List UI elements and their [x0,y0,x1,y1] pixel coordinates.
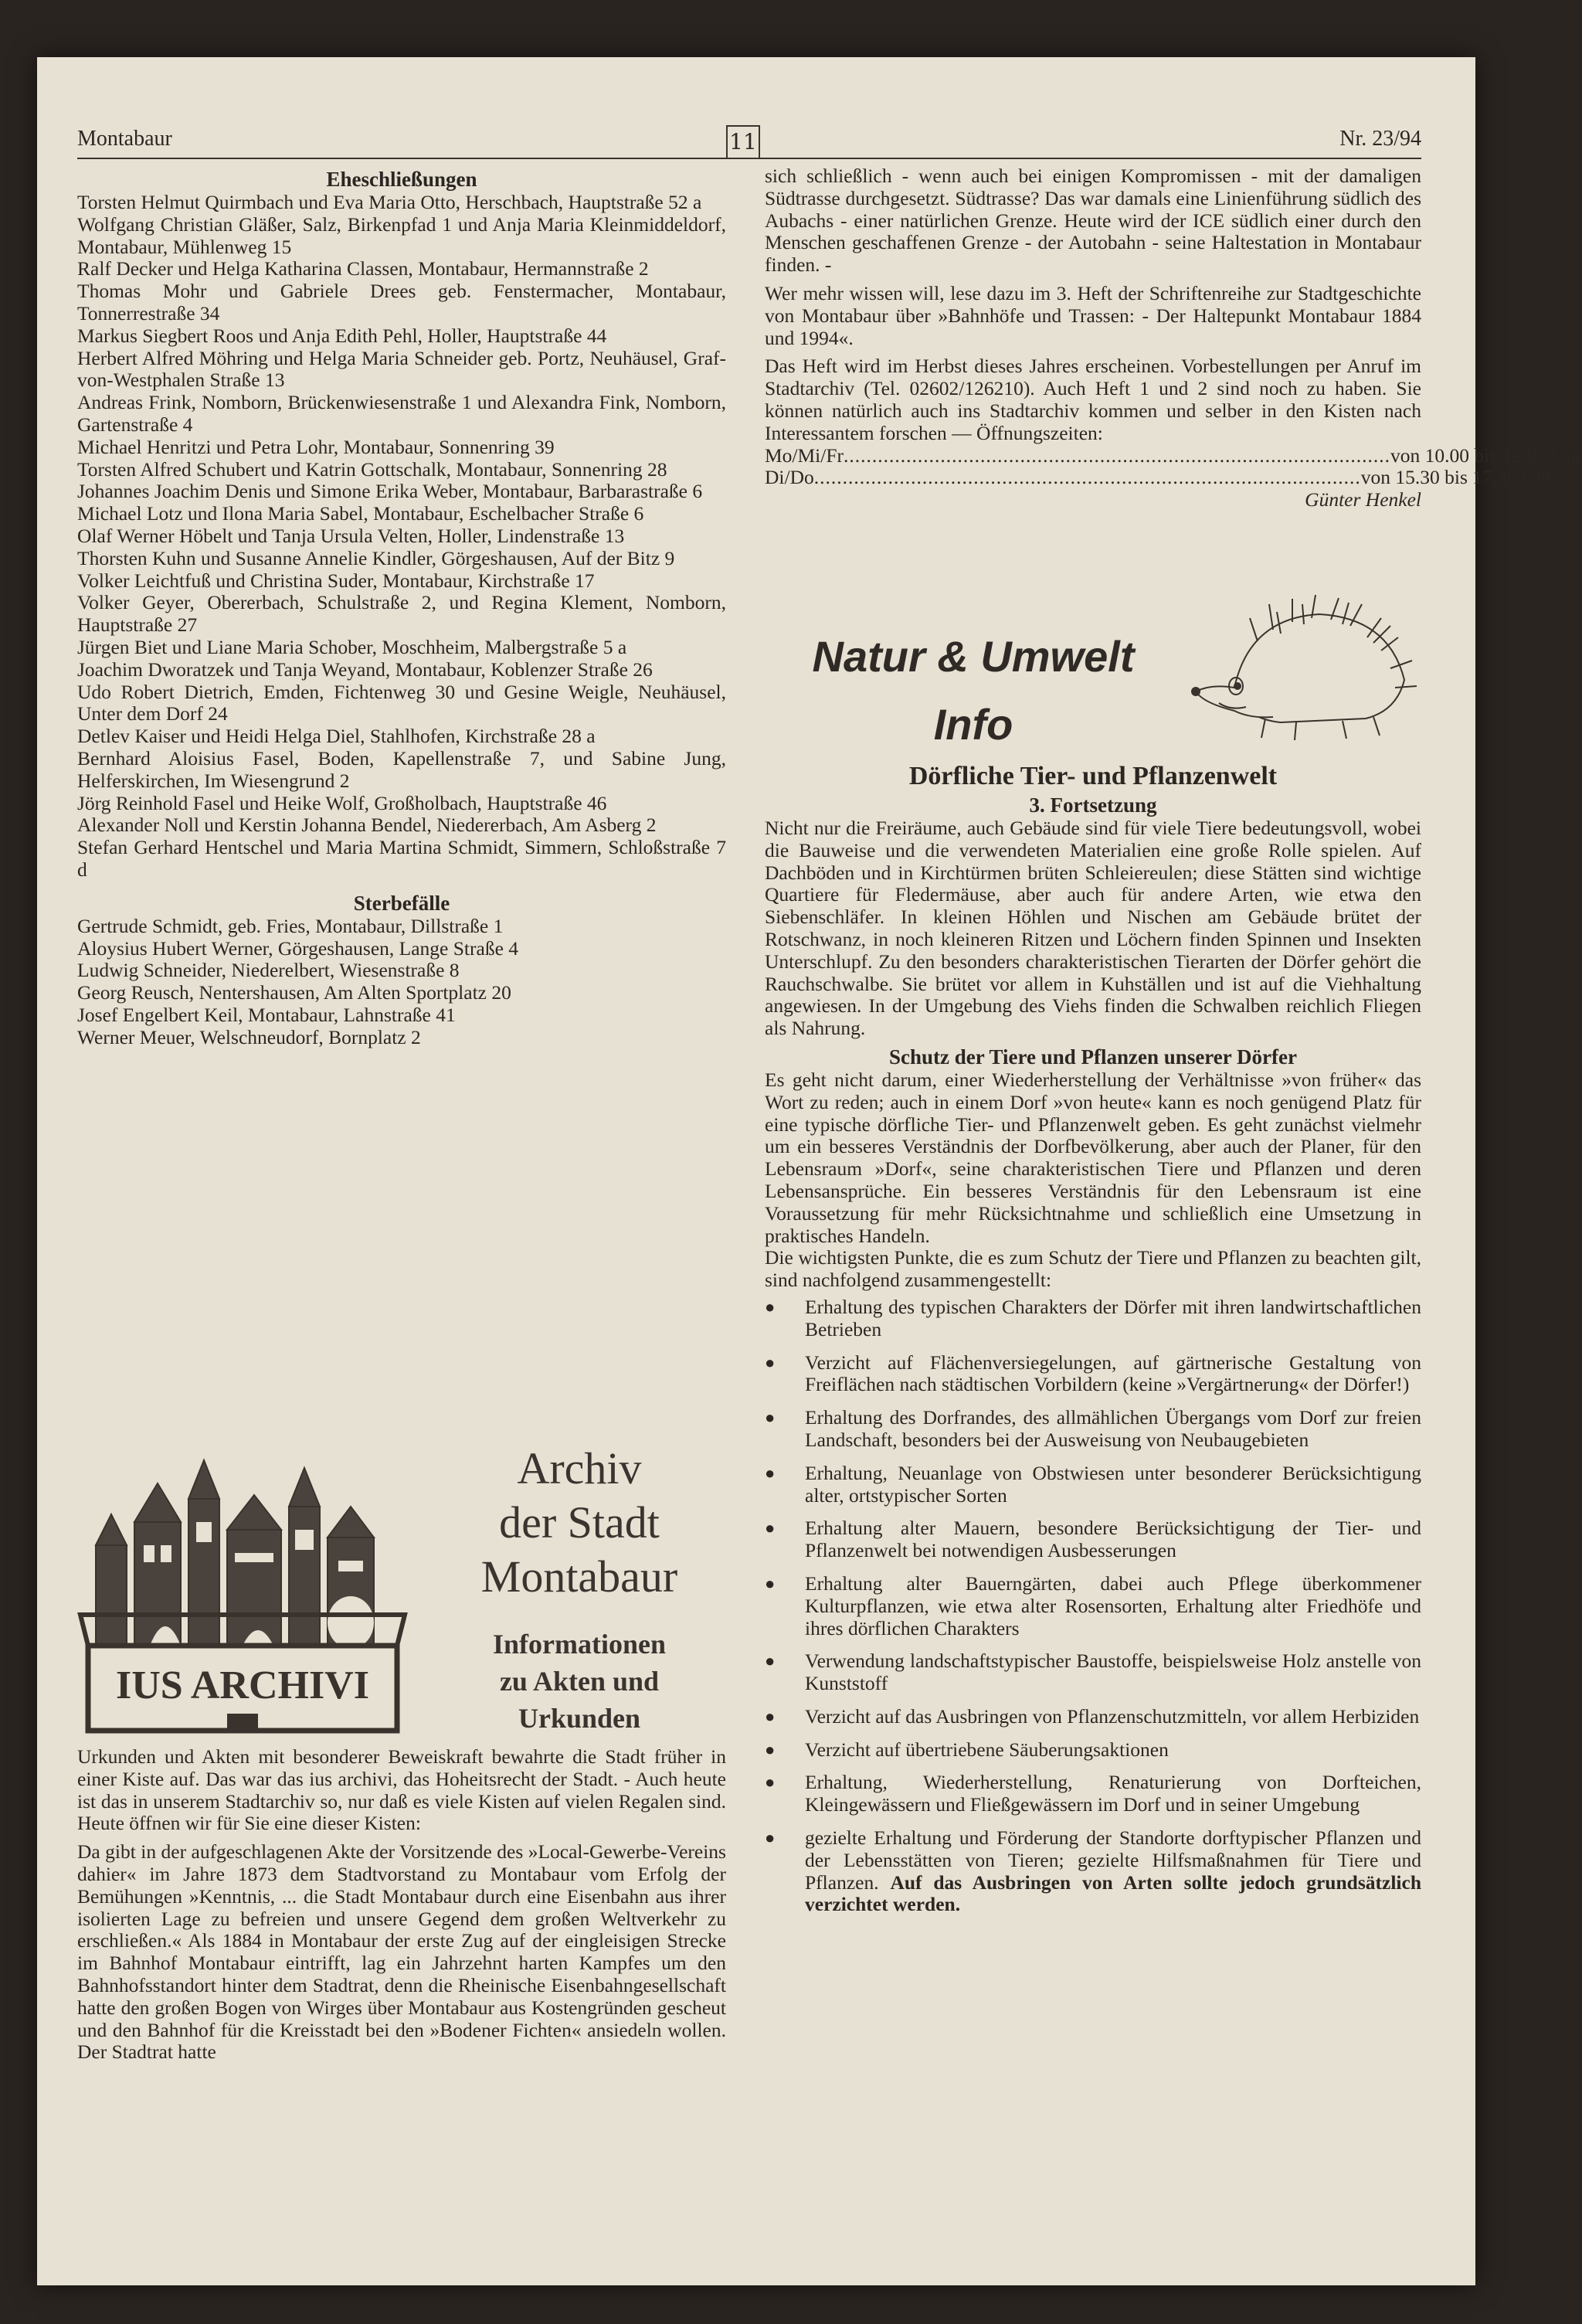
list-item-text: gezielte Erhaltung und Förderung der Standorte dorftypischer Pflanzen und der Lebensstätten von Tieren; gezielte Hilfsmaßnahmen für Tiere und Pflanzen. [805,1826,1421,1894]
marriage-entry: Torsten Alfred Schubert und Katrin Gottschalk, Montabaur, Sonnenring 28 [77,457,667,481]
archiv-subtitle-line: zu Akten und [499,1666,660,1697]
archiv-title-line: Montabaur [480,1551,678,1602]
marriage-entry: Jörg Reinhold Fasel und Heike Wolf, Großholbach, Hauptstraße 46 [77,791,607,814]
hours-days: Di/Do [765,466,814,489]
issue-number: Nr. 23/94 [1339,127,1421,151]
archiv-continuation [765,165,1582,511]
header-rule [77,158,1421,159]
deaths-list [77,916,726,1049]
death-entry: Ludwig Schneider, Niederelbert, Wiesenstraße 8 [77,959,460,982]
list-item: ● Verzicht auf übertriebene Säuberungsaktionen [765,1739,1421,1762]
article-subheading: 3. Fortsetzung [1029,793,1157,817]
article-paragraph: Nicht nur die Freiräume, auch Gebäude sind für viele Tiere bedeutungsvoll, wobei die Bauweise und die verwendeten Materialien eine große Rolle spielen. Auf Dachböden und in Kirchtürmen brüten Schleiereulen; diese Stätten sind wichtige Quartiere für Fledermäuse, aber auch für andere Arten, wie etwa den Siebenschläfer. In kleinen Höhlen und Nischen am Gebäude brütet der Rotschwanz, in noch kleineren Ritzen und Löchern finden Spinnen und Insekten Unterschlupf. Zu den besonders charakteristischen Tierarten der Dörfer gehört die Rauchschwalbe. Sie brütet vor allem in Kuhställen und ist auf die Viehhaltung angewiesen. In der Umgebung des Viehs finden die Schwalben reichlich Fliegen als Nahrung. [765,817,1421,1040]
opening-hours-row [765,466,1553,489]
marriage-entry: Michael Lotz und Ilona Maria Sabel, Montabaur, Eschelbacher Straße 6 [77,502,644,525]
author-signature: Günter Henkel [1305,488,1421,511]
hedgehog-icon [1188,595,1420,749]
list-item: ● Verwendung landschaftstypischer Baustoffe, beispielsweise Holz anstelle von Kunststoff [765,1650,1421,1695]
natur-umwelt-title [796,623,1151,759]
natur-article [765,760,1421,1927]
list-item: ● Verzicht auf das Ausbringen von Pflanzenschutzmitteln, vor allem Herbiziden [765,1706,1421,1728]
article-heading: Dörfliche Tier- und Pflanzenwelt [908,762,1278,790]
hours-time: von 15.30 bis 17.30 Uhr [1360,466,1553,489]
list-item: ● Erhaltung des Dorfrandes, des allmählichen Übergangs vom Dorf zur freien Landschaft, besonders bei der Ausweisung von Neubaugebieten [765,1407,1421,1452]
marriage-entry: Thorsten Kuhn und Susanne Annelie Kindler, Görgeshausen, Auf der Bitz 9 [77,546,675,569]
protection-paragraph: Die wichtigsten Punkte, die es zum Schutz der Tiere und Pflanzen zu beachten gilt, sind nachfolgend zusammengestellt: [765,1246,1421,1292]
list-item: ● Erhaltung, Wiederherstellung, Renaturierung von Dorfteichen, Kleingewässern und Fließgewässern im Dorf und in seiner Umgebung [765,1772,1421,1816]
death-entry: Werner Meuer, Welschneudorf, Bornplatz 2 [77,1025,421,1048]
death-entry: Georg Reusch, Nentershausen, Am Alten Sportplatz 20 [77,981,511,1004]
marriages-list [77,192,726,882]
marriage-entry: Markus Siegbert Roos und Anja Edith Pehl, Holler, Hauptstraße 44 [77,324,607,347]
death-entry: Josef Engelbert Keil, Montabaur, Lahnstraße 41 [77,1003,456,1026]
protection-list [765,1296,1421,1816]
continuation-paragraph: Das Heft wird im Herbst dieses Jahres erscheinen. Vorbestellungen per Anruf im Stadtarchiv (Tel. 02602/126210). Auch Heft 1 und 2 sind noch zu haben. Sie können natürlich auch ins Stadtarchiv kommen und selber in den Kisten nach Interessantem forschen — Öffnungszeiten: [765,355,1421,444]
archiv-title-line: Archiv [517,1443,642,1493]
list-item: ● Erhaltung alter Bauerngärten, dabei auch Pflege überkommener Kulturpflanzen, wie etwa alter Rosensorten, Erhaltung alter Friedhöfe und ihres dörflichen Charakters [765,1573,1421,1639]
archiv-subtitle-line: Informationen [493,1629,666,1660]
continuation-paragraph: Wer mehr wissen will, lese dazu im 3. Heft der Schriftenreihe zur Stadtgeschichte von Montabaur über »Bahnhöfe und Trassen: - Der Haltepunkt Montabaur 1884 und 1994«. [765,281,1421,349]
marriage-entry: Udo Robert Dietrich, Emden, Fichtenweg 30 und Gesine Weigle, Neuhäusel, Unter dem Dorf 24 [77,680,726,725]
header-town: Montabaur [77,127,172,151]
list-item: ● Erhaltung, Neuanlage von Obstwiesen unter besonderer Berücksichtigung alter, ortstypischer Sorten [765,1463,1421,1507]
archiv-title [433,1442,726,1604]
protection-list-last [765,1827,1421,1916]
natur-title-line: Info [933,700,1013,749]
marriage-entry: Alexander Noll und Kerstin Johanna Bendel, Niedererbach, Am Asberg 2 [77,814,657,837]
archiv-subtitle-line: Urkunden [518,1703,641,1734]
list-item [765,1827,1421,1916]
marriage-entry: Volker Leichtfuß und Christina Suder, Montabaur, Kirchstraße 17 [77,569,595,592]
death-entry: Aloysius Hubert Werner, Görgeshausen, Lange Straße 4 [77,936,519,960]
logo-text: IUS ARCHIVI [116,1663,369,1707]
hours-time: von 10.00 bis 12.00 Uhr [1390,443,1582,467]
hours-dots: ................................................................................................ [844,443,1391,467]
marriage-entry: Olaf Werner Höbelt und Tanja Ursula Velten, Holler, Lindenstraße 13 [77,524,625,547]
list-item: ● Verzicht auf Flächenversiegelungen, auf gärtnerische Gestaltung von Freiflächen nach städtischen Vorbildern (keine »Vergärtnerung« der Dörfer!) [765,1352,1421,1397]
protection-paragraph: Es geht nicht darum, einer Wiederherstellung der Verhältnisse »von früher« das Wort zu reden; auch in einem Dorf »von heute« kann es noch genügend Platz für eine typische dörfliche Tier- und Pflanzenwelt geben. Es geht zunächst vielmehr um ein besseres Verständnis der Dorfbevölkerung, aber auch der Planer, für den Lebensraum »Dorf«, seine charakteristischen Tiere und Pflanzen und deren Lebensansprüche. Ein besseres Verständnis für den Lebensraum ist eine Voraussetzung für mehr Rücksichtnahme und schließlich eine Umsetzung in praktisches Handeln. [765,1068,1421,1247]
list-item-bold-text: Auf das Ausbringen von Arten sollte jedoch grundsätzlich verzichtet werden. [805,1870,1421,1916]
civil-register-column [77,167,726,1048]
ius-archivi-logo [80,1452,405,1738]
marriage-entry: Johannes Joachim Denis und Simone Erika Weber, Montabaur, Barbarastraße 6 [77,480,703,503]
continuation-paragraph: sich schließlich - wenn auch bei einigen Kompromissen - mit der damaligen Südtrasse durchgesetzt. Südtrasse? Das war damals eine Linienführung südlich des Aubachs - einer natürlichen Grenze. Heute wird der ICE südlich einer durch den Menschen geschaffenen Grenze - der Autobahn - seine Haltestation in Montabaur finden. - [765,165,1421,277]
marriage-entry: Andreas Frink, Nomborn, Brückenwiesenstraße 1 und Alexandra Fink, Nomborn, Gartenstraße 4 [77,391,726,436]
archiv-paragraph: Da gibt in der aufgeschlagenen Akte der Vorsitzende des »Local-Gewerbe-Vereins dahier« im Jahre 1873 dem Stadtvorstand zu Montabaur vom Erfolg der Bemühungen »Kenntnis, ... die Stadt Montabaur durch eine Eisenbahn aus ihrer isolierten Lage zu befreien und unsere Gegend dem großen Weltverkehr zu erschließen.« Als 1884 in Montabaur der erste Zug auf der eingleisigen Strecke im Bahnhof Montabaur eintrifft, lag ein Jahrzehnt harten Kampfes um den Bahnhofsstandort hinter dem Stadtrat, denn die Rheinische Eisenbahngesellschaft hatte den großen Bogen von Wirges über Montabaur aus Kostengründen gescheut und den Bahnhof für die Kreisstadt bei den »Bodener Fichten« ansiedeln wollen. Der Stadtrat hatte [77,1840,726,2064]
marriage-entry: Torsten Helmut Quirmbach und Eva Maria Otto, Herschbach, Hauptstraße 52 a [77,191,702,213]
archiv-title-line: der Stadt [499,1497,660,1548]
archiv-article [77,1746,726,2064]
marriage-entry: Jürgen Biet und Liane Maria Schober, Moschheim, Malbergstraße 5 a [77,635,627,658]
marriage-entry: Herbert Alfred Möhring und Helga Maria Schneider geb. Portz, Neuhäusel, Graf-von-Westphalen Straße 13 [77,346,726,392]
marriages-heading: Eheschließungen [326,168,477,191]
archiv-subtitle [433,1626,726,1737]
opening-hours-row [765,443,1582,467]
protection-heading: Schutz der Tiere und Pflanzen unserer Dörfer [889,1045,1297,1069]
marriage-entry: Michael Henritzi und Petra Lohr, Montabaur, Sonnenring 39 [77,435,555,458]
list-item: ● Erhaltung alter Mauern, besondere Berücksichtigung der Tier- und Pflanzenwelt bei notwendigen Ausbesserungen [765,1517,1421,1562]
hours-days: Mo/Mi/Fr [765,443,844,467]
hours-dots: ................................................................................................ [813,466,1361,489]
deaths-heading: Sterbefälle [353,891,450,915]
archiv-paragraph: Urkunden und Akten mit besonderer Beweiskraft bewahrte die Stadt früher in einer Kiste auf. Das war das ius archivi, das Hoheitsrecht der Stadt. - Auch heute ist das in unserem Stadtarchiv so, nur daß es viele Kisten auf vielen Regalen sind. Heute öffnen wir für Sie eine dieser Kisten: [77,1745,726,1835]
marriage-entry: Ralf Decker und Helga Katharina Classen, Montabaur, Hermannstraße 2 [77,257,649,280]
marriage-entry: Wolfgang Christian Gläßer, Salz, Birkenpfad 1 und Anja Maria Kleinmiddeldorf, Montabaur, Mühlenweg 15 [77,212,726,258]
marriage-entry: Stefan Gerhard Hentschel und Maria Martina Schmidt, Simmern, Schloßstraße 7 d [77,836,726,881]
page-number: 11 [726,125,760,159]
list-item: ● Erhaltung des typischen Charakters der Dörfer mit ihren landwirtschaftlichen Betrieben [765,1296,1421,1341]
marriage-entry: Joachim Dworatzek und Tanja Weyand, Montabaur, Koblenzer Straße 26 [77,657,653,681]
marriage-entry: Bernhard Aloisius Fasel, Boden, Kapellenstraße 7, und Sabine Jung, Helferskirchen, Im Wiesengrund 2 [77,746,726,792]
natur-title-line: Natur & Umwelt [812,632,1135,681]
marriage-entry: Volker Geyer, Obererbach, Schulstraße 2, und Regina Klement, Nomborn, Hauptstraße 27 [77,591,726,637]
death-entry: Gertrude Schmidt, geb. Fries, Montabaur, Dillstraße 1 [77,914,504,937]
marriage-entry: Thomas Mohr und Gabriele Drees geb. Fenstermacher, Montabaur, Tonnerrestraße 34 [77,280,726,324]
marriage-entry: Detlev Kaiser und Heidi Helga Diel, Stahlhofen, Kirchstraße 28 a [77,725,596,748]
